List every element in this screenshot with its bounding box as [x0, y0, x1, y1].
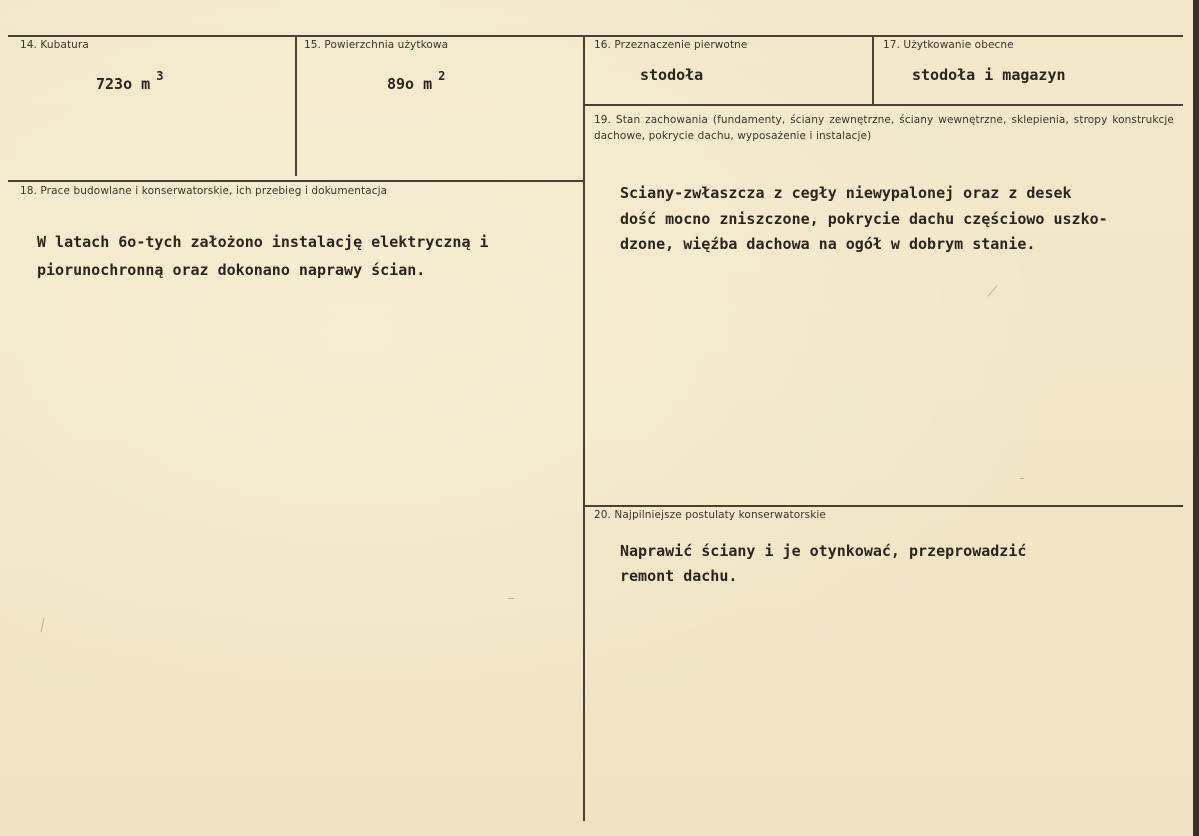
field-14-exponent: 3: [156, 69, 164, 83]
field-17-label: 17. Użytkowanie obecne: [883, 39, 1014, 51]
row-divider-left: [8, 180, 584, 182]
field-19-label: 19. Stan zachowania (fundamenty, ściany zewnętrzne, ściany wewnętrzne, sklepienia, stropy konstrukcje dachowe, pokrycie dachu, wyposażenie i instalacje): [594, 114, 1174, 142]
field-20-line-2: remont dachu.: [620, 567, 738, 585]
field-18-line-2: piorunochronną oraz dokonano naprawy ścian.: [37, 261, 426, 279]
field-19-line-2: dość mocno zniszczone, pokrycie dachu częściowo uszko-: [620, 210, 1108, 228]
col-divider-16-17: [872, 36, 874, 106]
field-14-number: 723o m: [96, 75, 151, 93]
field-15-exponent: 2: [438, 69, 446, 83]
field-17-value: stodoła i magazyn: [912, 66, 1066, 84]
field-18-label: 18. Prace budowlane i konserwatorskie, ich przebieg i dokumentacja: [20, 185, 388, 197]
col-divider-main: [583, 36, 585, 821]
top-border: [8, 35, 1183, 37]
card-edge-shadow: [1193, 0, 1199, 836]
field-15-number: 89o m: [387, 75, 433, 93]
field-15-label: 15. Powierzchnia użytkowa: [304, 39, 449, 51]
paper-speck: [1020, 478, 1024, 479]
row-divider-right-top: [585, 104, 1183, 106]
field-20-line-1: Naprawić ściany i je otynkować, przeprowadzić: [620, 542, 1027, 560]
paper-speck: [508, 598, 514, 599]
field-14-value: [96, 69, 164, 93]
field-19-line-3: dzone, więźba dachowa na ogół w dobrym stanie.: [620, 235, 1036, 253]
paper-speck: [41, 618, 45, 632]
field-19-line-1: Sciany-zwłaszcza z cegły niewypalonej oraz z desek: [620, 184, 1072, 202]
row-divider-right-bottom: [585, 505, 1183, 507]
field-16-value: stodoła: [640, 66, 704, 84]
paper-speck: [988, 285, 998, 296]
field-20-label: 20. Najpilniejsze postulaty konserwatorskie: [594, 509, 826, 521]
field-15-value: [387, 69, 446, 93]
field-18-line-1: W latach 6o-tych założono instalację elektryczną i: [37, 233, 489, 251]
field-14-label: 14. Kubatura: [20, 39, 89, 51]
field-16-label: 16. Przeznaczenie pierwotne: [594, 39, 748, 51]
col-divider-14-15: [295, 36, 297, 176]
